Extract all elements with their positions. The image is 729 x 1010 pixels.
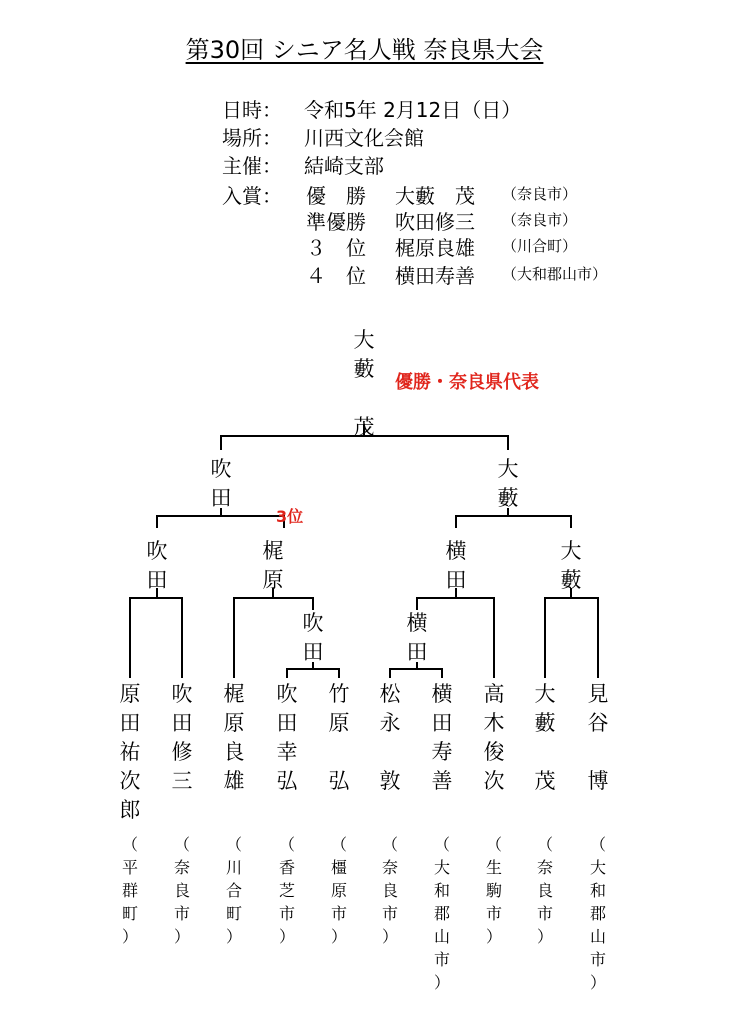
page-title: 第30回 シニア名人戦 奈良県大会 xyxy=(185,36,544,64)
semi-right-winner: 大 藪 xyxy=(497,457,519,510)
player-hometown: （ 大 和 郡 山 市 ） xyxy=(433,835,450,992)
player-hometown: （ 生 駒 市 ） xyxy=(485,835,502,946)
player-name: 竹 原 弘 xyxy=(328,682,350,793)
award-place: （川合町） xyxy=(502,237,578,255)
player-name: 梶 原 良 雄 xyxy=(223,682,245,793)
player-hometown: （ 香 芝 市 ） xyxy=(278,835,295,946)
award-rank: 優 勝 xyxy=(306,184,366,208)
award-place: （奈良市） xyxy=(502,185,578,203)
player-hometown: （ 橿 原 市 ） xyxy=(330,835,347,946)
venue-label: 場所： xyxy=(222,126,282,150)
player-hometown: （ 大 和 郡 山 市 ） xyxy=(589,835,606,992)
player-name: 横 田 寿 善 xyxy=(431,682,453,793)
qf-1-bracket-line xyxy=(130,588,182,678)
qf-4-bracket-line xyxy=(545,588,598,678)
qf-1-winner: 吹 田 xyxy=(146,539,168,592)
player-name: 大 藪 茂 xyxy=(534,682,556,793)
player-name: 原 田 祐 次 郎 xyxy=(119,682,141,822)
player-name: 高 木 俊 次 xyxy=(483,682,505,793)
r1-right-winner: 横 田 xyxy=(406,611,428,664)
player-name: 吹 田 幸 弘 xyxy=(276,682,298,793)
venue-value: 川西文化会館 xyxy=(304,126,424,150)
player-name: 松 永 敦 xyxy=(379,682,401,793)
award-rank: ４ 位 xyxy=(306,264,366,288)
player-name: 見 谷 博 xyxy=(587,682,609,793)
award-name: 横田寿善 xyxy=(395,264,475,288)
award-place: （奈良市） xyxy=(502,211,578,229)
qf-2-winner: 梶 原 xyxy=(262,539,284,592)
player-hometown: （ 平 群 町 ） xyxy=(121,835,138,946)
player-hometown: （ 奈 良 市 ） xyxy=(173,835,190,946)
award-rank: 準優勝 xyxy=(306,210,366,234)
champion-note: 優勝・奈良県代表 xyxy=(395,372,539,393)
award-name: 吹田修三 xyxy=(395,210,475,234)
host-label: 主催： xyxy=(222,154,282,178)
semi-left-winner: 吹 田 xyxy=(210,457,232,510)
award-name: 大藪 茂 xyxy=(395,184,475,208)
r1-left-winner: 吹 田 xyxy=(302,611,324,664)
player-hometown: （ 奈 良 市 ） xyxy=(536,835,553,946)
award-place: （大和郡山市） xyxy=(502,265,608,283)
qf-4-winner: 大 藪 xyxy=(560,539,582,592)
host-value: 結崎支部 xyxy=(304,154,384,178)
player-name: 吹 田 修 三 xyxy=(171,682,193,793)
qf-3-winner: 横 田 xyxy=(445,539,467,592)
champion-name: 大 藪 茂 xyxy=(353,328,375,439)
award-name: 梶原良雄 xyxy=(395,236,475,260)
awards-label: 入賞： xyxy=(222,184,282,208)
third-place-note: 3位 xyxy=(276,507,304,526)
date-label: 日時： xyxy=(222,98,282,122)
award-rank: ３ 位 xyxy=(306,236,366,260)
date-value: 令和5年 2月12日（日） xyxy=(304,98,522,122)
player-hometown: （ 奈 良 市 ） xyxy=(381,835,398,946)
player-hometown: （ 川 合 町 ） xyxy=(225,835,242,946)
